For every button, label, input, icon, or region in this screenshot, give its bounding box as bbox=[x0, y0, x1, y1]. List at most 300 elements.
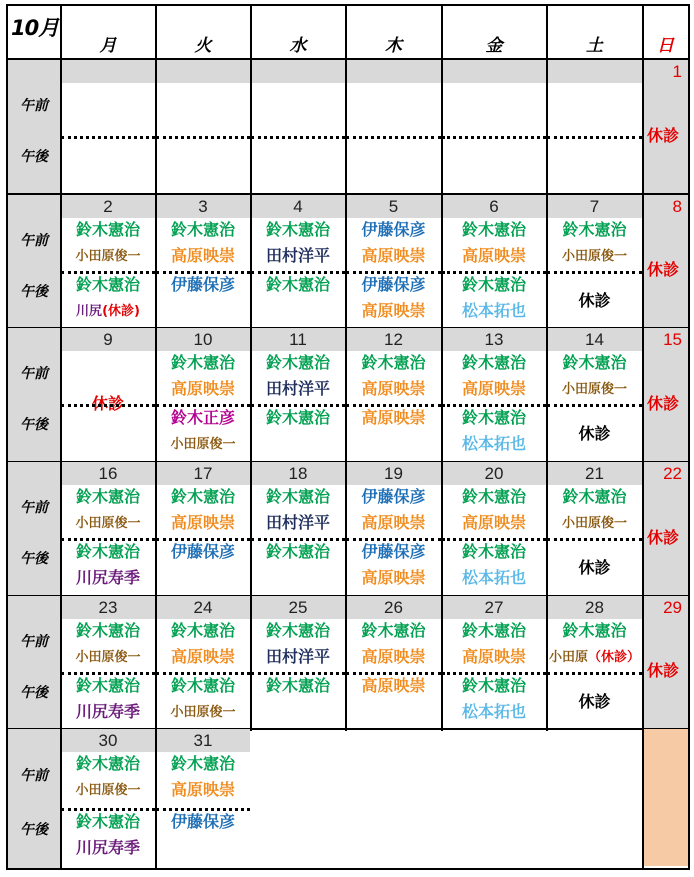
weekday-header-cell bbox=[156, 4, 250, 58]
doctor-name-text: 川尻寿季 bbox=[75, 702, 140, 721]
date-number: 9 bbox=[103, 329, 113, 349]
doctor-name-text: 川尻寿季 bbox=[75, 568, 140, 587]
weekday-header-cell bbox=[346, 4, 441, 58]
date-header bbox=[442, 195, 546, 218]
doctor-name-text: 高原映崇 bbox=[361, 676, 426, 695]
am-pm-divider bbox=[346, 271, 441, 274]
doctor-name bbox=[61, 623, 155, 639]
date-header bbox=[61, 60, 155, 83]
doctor-name bbox=[61, 784, 155, 797]
doctor-name bbox=[442, 623, 546, 639]
doctor-name bbox=[547, 517, 642, 530]
doctor-name-text: 鈴木正彦 bbox=[170, 408, 235, 427]
doctor-name bbox=[156, 782, 250, 798]
doctor-name-text: 高原映崇 bbox=[361, 379, 426, 398]
date-number: 10 bbox=[193, 329, 213, 349]
sunday-cell bbox=[643, 60, 688, 193]
date-header bbox=[61, 195, 155, 218]
am-pm-divider bbox=[61, 808, 155, 811]
doctor-name bbox=[547, 489, 642, 505]
doctor-name bbox=[442, 515, 546, 531]
weekday-label: 土 bbox=[586, 36, 603, 56]
doctor-name bbox=[442, 222, 546, 238]
doctor-name-text: 鈴木憲治 bbox=[265, 542, 330, 561]
doctor-name-text: 鈴木憲治 bbox=[75, 754, 140, 773]
date-number: 19 bbox=[384, 463, 403, 483]
pm-label: 午後 bbox=[20, 551, 48, 567]
doctor-name-text: 小田原俊一 bbox=[75, 516, 141, 531]
doctor-name-text: 小田原 bbox=[548, 650, 588, 665]
weekday-label: 月 bbox=[99, 36, 117, 56]
session-label-column bbox=[8, 60, 60, 193]
sunday-cell bbox=[643, 596, 688, 728]
doctor-name bbox=[346, 381, 441, 397]
am-pm-divider bbox=[346, 404, 441, 407]
doctor-name-text: 鈴木憲治 bbox=[461, 220, 526, 239]
doctor-name bbox=[61, 222, 155, 238]
date-header bbox=[61, 328, 155, 351]
doctor-name-text: 休診 bbox=[578, 558, 611, 577]
pm-label: 午後 bbox=[20, 685, 48, 701]
doctor-name-text: 高原映崇 bbox=[361, 513, 426, 532]
doctor-name-text: 鈴木憲治 bbox=[170, 487, 235, 506]
sunday-closed-label: 休診 bbox=[647, 394, 680, 413]
doctor-name bbox=[346, 248, 441, 264]
doctor-name-text: 小田原俊一 bbox=[561, 382, 627, 397]
date-header bbox=[346, 596, 441, 619]
date-header bbox=[61, 462, 155, 485]
doctor-name-text: 鈴木憲治 bbox=[170, 621, 235, 640]
doctor-name-text: 高原映崇 bbox=[361, 647, 426, 666]
doctor-name-text: 川尻寿季 bbox=[75, 838, 140, 857]
am-pm-divider bbox=[547, 538, 642, 541]
weekday-header-cell bbox=[251, 4, 345, 58]
doctor-name-text: 鈴木憲治 bbox=[170, 220, 235, 239]
doctor-name bbox=[251, 222, 345, 238]
doctor-name bbox=[61, 756, 155, 772]
doctor-name bbox=[61, 305, 155, 318]
column-border bbox=[688, 4, 690, 870]
doctor-name-text: 田村洋平 bbox=[265, 647, 330, 666]
column-border bbox=[546, 4, 548, 731]
doctor-name bbox=[442, 678, 546, 694]
doctor-name bbox=[346, 649, 441, 665]
doctor-name-text: 鈴木憲治 bbox=[75, 275, 140, 294]
date-header bbox=[61, 596, 155, 619]
date-header bbox=[346, 328, 441, 351]
doctor-name bbox=[61, 704, 155, 720]
doctor-name-text: 伊藤保彦 bbox=[170, 812, 235, 831]
doctor-name-text: 高原映崇 bbox=[361, 301, 426, 320]
weekday-label: 金 bbox=[485, 36, 503, 56]
date-number: 6 bbox=[489, 196, 499, 216]
doctor-name-text: 小田原俊一 bbox=[75, 249, 141, 264]
doctor-name bbox=[547, 623, 642, 639]
doctor-name-text: 伊藤保彦 bbox=[361, 487, 426, 506]
doctor-name-text: 松本拓也 bbox=[461, 301, 526, 320]
doctor-name-text: 小田原俊一 bbox=[561, 516, 627, 531]
doctor-name bbox=[346, 678, 441, 694]
weekday-header-cell bbox=[442, 4, 546, 58]
doctor-name-text: 伊藤保彦 bbox=[361, 275, 426, 294]
am-pm-divider bbox=[251, 672, 345, 675]
column-border bbox=[345, 4, 347, 731]
am-label: 午前 bbox=[20, 768, 48, 784]
doctor-name bbox=[442, 570, 546, 586]
closed-notice bbox=[547, 426, 642, 442]
column-border bbox=[155, 4, 157, 870]
doctor-name-text: 川尻 bbox=[76, 304, 103, 319]
am-label: 午前 bbox=[20, 500, 48, 516]
doctor-name bbox=[442, 544, 546, 560]
doctor-name bbox=[61, 544, 155, 560]
doctor-name-text: 休診 bbox=[578, 291, 611, 310]
doctor-name bbox=[156, 438, 250, 451]
date-number: 31 bbox=[193, 730, 213, 750]
doctor-name bbox=[61, 840, 155, 856]
doctor-name-text: 鈴木憲治 bbox=[170, 754, 235, 773]
date-number: 25 bbox=[288, 597, 308, 617]
am-pm-divider bbox=[346, 672, 441, 675]
doctor-name-text: 小田原俊一 bbox=[75, 650, 141, 665]
am-pm-divider bbox=[442, 538, 546, 541]
doctor-name bbox=[346, 410, 441, 426]
doctor-name bbox=[442, 410, 546, 426]
doctor-name-text: 田村洋平 bbox=[265, 246, 330, 265]
sunday-cell bbox=[643, 195, 688, 327]
doctor-name bbox=[442, 436, 546, 452]
doctor-name-text: 伊藤保彦 bbox=[361, 220, 426, 239]
doctor-name bbox=[156, 515, 250, 531]
doctor-name-text: 鈴木憲治 bbox=[265, 275, 330, 294]
pm-label: 午後 bbox=[20, 417, 48, 433]
date-header bbox=[156, 462, 250, 485]
closed-notice bbox=[547, 293, 642, 309]
doctor-name-text: 伊藤保彦 bbox=[361, 542, 426, 561]
doctor-name-text: 鈴木憲治 bbox=[361, 621, 426, 640]
doctor-name bbox=[156, 649, 250, 665]
doctor-name-text: 高原映崇 bbox=[361, 408, 426, 427]
date-header bbox=[251, 328, 345, 351]
doctor-name-text: 高原映崇 bbox=[461, 246, 526, 265]
doctor-name bbox=[346, 570, 441, 586]
doctor-name-text: 鈴木憲治 bbox=[75, 542, 140, 561]
date-header bbox=[156, 195, 250, 218]
doctor-name-text: 伊藤保彦 bbox=[170, 542, 235, 561]
doctor-name-text: 高原映崇 bbox=[361, 568, 426, 587]
date-number: 3 bbox=[198, 196, 208, 216]
doctor-name-text: 高原映崇 bbox=[170, 780, 235, 799]
date-number: 26 bbox=[384, 597, 403, 617]
doctor-name bbox=[156, 489, 250, 505]
doctor-name bbox=[547, 250, 642, 263]
doctor-name bbox=[251, 678, 345, 694]
empty-sunday-cell bbox=[643, 729, 688, 866]
am-pm-divider bbox=[156, 404, 250, 407]
doctor-name bbox=[547, 651, 642, 664]
date-number: 17 bbox=[193, 463, 213, 483]
am-pm-divider bbox=[61, 672, 155, 675]
doctor-name-text: 鈴木憲治 bbox=[461, 275, 526, 294]
am-label: 午前 bbox=[20, 233, 48, 249]
date-header bbox=[346, 195, 441, 218]
doctor-name bbox=[61, 489, 155, 505]
bottom-border-sunday bbox=[642, 868, 690, 870]
am-pm-divider bbox=[61, 271, 155, 274]
doctor-name bbox=[251, 515, 345, 531]
date-number: 16 bbox=[98, 463, 118, 483]
doctor-name bbox=[251, 381, 345, 397]
sunday-cell bbox=[643, 462, 688, 595]
doctor-name-text: 高原映崇 bbox=[461, 647, 526, 666]
doctor-name bbox=[156, 756, 250, 772]
doctor-name bbox=[442, 649, 546, 665]
month-label: 10月 bbox=[11, 16, 59, 40]
doctor-name-text: 鈴木憲治 bbox=[265, 408, 330, 427]
doctor-name bbox=[156, 544, 250, 560]
am-pm-divider bbox=[346, 538, 441, 541]
date-number: 28 bbox=[585, 597, 604, 617]
date-header bbox=[346, 462, 441, 485]
am-pm-divider bbox=[61, 538, 155, 541]
doctor-name bbox=[346, 222, 441, 238]
doctor-name-text: 鈴木憲治 bbox=[265, 353, 330, 372]
am-pm-divider bbox=[156, 271, 250, 274]
am-label: 午前 bbox=[20, 98, 48, 114]
doctor-name-text: 高原映崇 bbox=[461, 513, 526, 532]
doctor-name bbox=[156, 814, 250, 830]
am-pm-divider bbox=[61, 404, 155, 407]
date-header bbox=[547, 60, 642, 83]
date-number: 21 bbox=[585, 463, 604, 483]
doctor-name bbox=[346, 277, 441, 293]
doctor-name-text: 田村洋平 bbox=[265, 379, 330, 398]
weekday-label: 火 bbox=[194, 36, 212, 56]
doctor-name-text: 休診 bbox=[578, 424, 611, 443]
date-number: 30 bbox=[98, 730, 118, 750]
date-header bbox=[251, 60, 345, 83]
am-pm-divider bbox=[156, 136, 250, 139]
doctor-name-text: 田村洋平 bbox=[265, 513, 330, 532]
doctor-name-text: 鈴木憲治 bbox=[75, 220, 140, 239]
date-header bbox=[547, 596, 642, 619]
doctor-name-text: 鈴木憲治 bbox=[461, 408, 526, 427]
doctor-name-text: 鈴木憲治 bbox=[562, 353, 627, 372]
weekday-header-cell bbox=[643, 4, 688, 58]
weekday-header-cell bbox=[61, 4, 155, 58]
doctor-name bbox=[61, 250, 155, 263]
doctor-name bbox=[442, 355, 546, 371]
date-number: 18 bbox=[288, 463, 308, 483]
sunday-date: 1 bbox=[672, 62, 682, 81]
am-pm-divider bbox=[547, 136, 642, 139]
column-border bbox=[441, 4, 443, 731]
date-number: 27 bbox=[484, 597, 504, 617]
grid-border bbox=[6, 58, 690, 60]
date-number: 2 bbox=[103, 196, 113, 216]
doctor-name-text: 鈴木憲治 bbox=[461, 353, 526, 372]
doctor-name bbox=[346, 623, 441, 639]
doctor-name-text: 鈴木憲治 bbox=[75, 812, 140, 831]
date-header bbox=[442, 60, 546, 83]
doctor-name bbox=[61, 678, 155, 694]
doctor-name bbox=[251, 649, 345, 665]
doctor-name bbox=[61, 277, 155, 293]
am-pm-divider bbox=[442, 404, 546, 407]
date-header bbox=[251, 462, 345, 485]
session-label-column bbox=[8, 729, 60, 868]
weekday-label: 日 bbox=[657, 36, 674, 56]
doctor-name bbox=[156, 410, 250, 426]
date-header bbox=[547, 195, 642, 218]
doctor-name bbox=[442, 704, 546, 720]
doctor-name-text: 松本拓也 bbox=[461, 434, 526, 453]
doctor-name bbox=[547, 222, 642, 238]
day-closed-notice: 休診 bbox=[91, 394, 124, 413]
date-header bbox=[346, 60, 441, 83]
column-border bbox=[6, 4, 8, 870]
doctor-name-text: 松本拓也 bbox=[461, 568, 526, 587]
doctor-name-text: 高原映崇 bbox=[170, 379, 235, 398]
date-header bbox=[156, 328, 250, 351]
am-label: 午前 bbox=[20, 366, 48, 382]
am-pm-divider bbox=[156, 672, 250, 675]
am-pm-divider bbox=[251, 136, 345, 139]
doctor-name-text: 鈴木憲治 bbox=[170, 353, 235, 372]
date-number: 14 bbox=[585, 329, 604, 349]
date-header bbox=[547, 462, 642, 485]
date-number: 13 bbox=[484, 329, 504, 349]
doctor-name bbox=[156, 381, 250, 397]
date-number: 12 bbox=[384, 329, 403, 349]
am-pm-divider bbox=[346, 136, 441, 139]
sunday-date: 8 bbox=[672, 197, 682, 216]
session-label-column bbox=[8, 195, 60, 327]
am-label: 午前 bbox=[20, 634, 48, 650]
am-pm-divider bbox=[442, 672, 546, 675]
doctor-name-text: 鈴木憲治 bbox=[562, 621, 627, 640]
doctor-name bbox=[251, 410, 345, 426]
doctor-name-text: 鈴木憲治 bbox=[562, 487, 627, 506]
date-header bbox=[442, 328, 546, 351]
doctor-name bbox=[251, 489, 345, 505]
doctor-name-text: 鈴木憲治 bbox=[361, 353, 426, 372]
doctor-name-text: 休診 bbox=[578, 692, 611, 711]
weekday-label: 水 bbox=[289, 36, 307, 56]
date-number: 24 bbox=[193, 597, 213, 617]
doctor-name-text: 鈴木憲治 bbox=[461, 676, 526, 695]
doctor-name bbox=[442, 277, 546, 293]
date-header bbox=[156, 60, 250, 83]
am-pm-divider bbox=[156, 538, 250, 541]
doctor-name bbox=[61, 814, 155, 830]
doctor-name bbox=[547, 383, 642, 396]
session-label-column bbox=[8, 462, 60, 595]
doctor-name-text: 伊藤保彦 bbox=[170, 275, 235, 294]
doctor-name-text: 高原映崇 bbox=[361, 246, 426, 265]
doctor-name-text: 鈴木憲治 bbox=[461, 621, 526, 640]
doctor-name-text: 小田原俊一 bbox=[75, 783, 141, 798]
session-label-column bbox=[8, 596, 60, 728]
doctor-name-text: 高原映崇 bbox=[170, 513, 235, 532]
doctor-name bbox=[547, 355, 642, 371]
doctor-name-text: 鈴木憲治 bbox=[265, 220, 330, 239]
sunday-date: 22 bbox=[663, 464, 682, 483]
doctor-name bbox=[61, 570, 155, 586]
doctor-name bbox=[156, 678, 250, 694]
sunday-closed-label: 休診 bbox=[647, 661, 680, 680]
doctor-name bbox=[156, 355, 250, 371]
doctor-name-text: 高原映崇 bbox=[170, 246, 235, 265]
date-number: 5 bbox=[388, 196, 399, 216]
weekday-header-cell bbox=[547, 4, 642, 58]
weekday-label: 木 bbox=[385, 36, 402, 56]
doctor-name bbox=[156, 623, 250, 639]
date-number: 7 bbox=[589, 196, 600, 216]
doctor-name bbox=[61, 517, 155, 530]
sunday-cell bbox=[643, 328, 688, 461]
doctor-name-text: 小田原俊一 bbox=[561, 249, 627, 264]
am-pm-divider bbox=[251, 271, 345, 274]
doctor-name-text: 鈴木憲治 bbox=[265, 487, 330, 506]
session-label-column bbox=[8, 328, 60, 461]
sunday-closed-label: 休診 bbox=[647, 260, 680, 279]
doctor-name-text: 鈴木憲治 bbox=[461, 487, 526, 506]
doctor-name bbox=[346, 515, 441, 531]
am-pm-divider bbox=[547, 404, 642, 407]
date-number: 20 bbox=[484, 463, 504, 483]
am-pm-divider bbox=[442, 136, 546, 139]
pm-label: 午後 bbox=[20, 822, 48, 838]
doctor-name-text: 高原映崇 bbox=[170, 647, 235, 666]
doctor-name bbox=[156, 277, 250, 293]
doctor-name bbox=[251, 355, 345, 371]
am-pm-divider bbox=[61, 136, 155, 139]
doctor-name-text: 鈴木憲治 bbox=[75, 621, 140, 640]
doctor-name-text: 小田原俊一 bbox=[170, 437, 236, 452]
doctor-name bbox=[346, 355, 441, 371]
doctor-name-text: 小田原俊一 bbox=[170, 705, 236, 720]
doctor-name bbox=[442, 303, 546, 319]
pm-label: 午後 bbox=[20, 284, 48, 300]
doctor-name bbox=[346, 489, 441, 505]
am-pm-divider bbox=[547, 672, 642, 675]
date-header bbox=[156, 596, 250, 619]
doctor-name-text: 鈴木憲治 bbox=[562, 220, 627, 239]
pm-label: 午後 bbox=[20, 149, 48, 165]
doctor-name bbox=[251, 544, 345, 560]
am-pm-divider bbox=[442, 271, 546, 274]
date-number: 23 bbox=[98, 597, 118, 617]
doctor-name bbox=[346, 544, 441, 560]
date-header bbox=[251, 195, 345, 218]
date-header bbox=[156, 729, 250, 752]
am-pm-divider bbox=[251, 404, 345, 407]
doctor-name bbox=[156, 706, 250, 719]
doctor-name-text: 高原映崇 bbox=[461, 379, 526, 398]
date-header bbox=[251, 596, 345, 619]
closed-notice bbox=[547, 560, 642, 576]
doctor-name-text: 鈴木憲治 bbox=[461, 542, 526, 561]
doctor-name bbox=[442, 489, 546, 505]
am-pm-divider bbox=[156, 808, 250, 811]
doctor-name bbox=[156, 222, 250, 238]
doctor-name bbox=[251, 623, 345, 639]
doctor-name bbox=[61, 651, 155, 664]
date-header bbox=[547, 328, 642, 351]
doctor-name bbox=[251, 248, 345, 264]
month-header-cell bbox=[8, 4, 60, 58]
